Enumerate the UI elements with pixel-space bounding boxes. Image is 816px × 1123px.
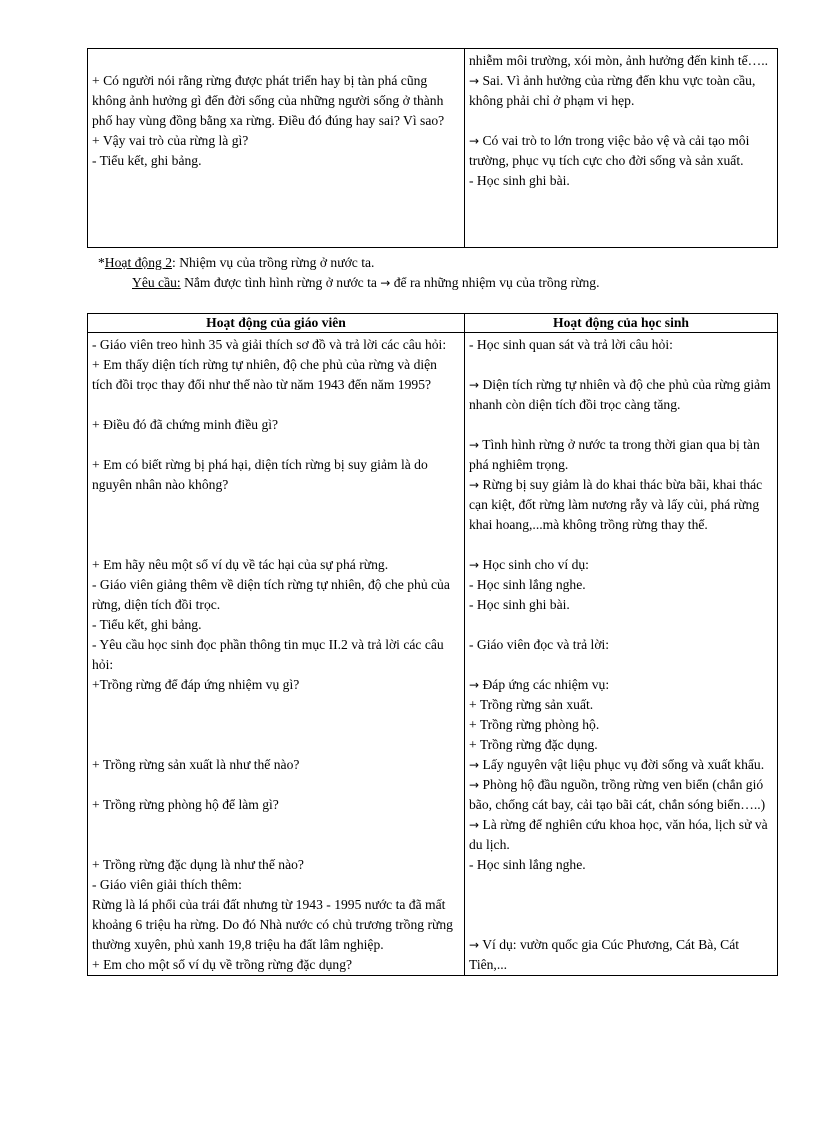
arrow-icon: →: [469, 678, 480, 692]
student-text: + Trồng rừng sản xuất.: [469, 697, 594, 712]
arrow-icon: →: [469, 938, 480, 952]
teacher-text: + Em có biết rừng bị phá hại, diện tích rừng bị suy giảm là do nguyên nhân nào không?: [92, 457, 428, 492]
activity-line: *Hoạt động 2: Nhiệm vụ của trồng rừng ở nước ta.: [98, 255, 375, 270]
student-line: → Là rừng để nghiên cứu khoa học, văn hóa, lịch sử và du lịch.: [469, 817, 768, 852]
teacher-cell: [88, 333, 465, 976]
activity-table: [87, 313, 778, 976]
teacher-text: - Tiểu kết, ghi bảng.: [92, 617, 202, 632]
teacher-text: +Trồng rừng để đáp ứng nhiệm vụ gì?: [92, 677, 300, 692]
student-text: + Trồng rừng đặc dụng.: [469, 737, 598, 752]
student-line: → Học sinh cho ví dụ:: [469, 557, 589, 572]
arrow-icon: →: [469, 758, 480, 772]
student-cell: [465, 333, 778, 976]
answer-line: → Có vai trò to lớn trong việc bảo vệ và cải tạo môi trường, phục vụ tích cực cho đời sống và sản xuất.: [469, 133, 750, 168]
header-teacher: Hoạt động của giáo viên: [88, 314, 465, 333]
student-text: - Học sinh lắng nghe.: [469, 857, 586, 872]
teacher-text: + Trồng rừng sản xuất là như thế nào?: [92, 757, 300, 772]
answer-line: → Sai. Vì ảnh hưởng của rừng đến khu vực toàn cầu, không phải chỉ ở phạm vi hẹp.: [469, 73, 756, 108]
arrow-icon: →: [469, 134, 480, 148]
teacher-cell: [88, 49, 465, 248]
arrow-icon: →: [469, 818, 480, 832]
teacher-text: + Em hãy nêu một số ví dụ về tác hại của sự phá rừng.: [92, 557, 389, 572]
student-line: → Diện tích rừng tự nhiên và độ che phủ của rừng giảm nhanh còn diện tích đồi trọc càng tăng.: [469, 377, 771, 412]
teacher-text: + Trồng rừng phòng hộ để làm gì?: [92, 797, 279, 812]
section-heading: [98, 253, 798, 293]
header-student: Hoạt động của học sinh: [465, 314, 778, 333]
requirement-line: Yêu cầu: Nắm được tình hình rừng ở nước ta → để ra những nhiệm vụ của trồng rừng.: [132, 275, 600, 290]
teacher-text: - Giáo viên giảng thêm về diện tích rừng tự nhiên, độ che phủ của rừng, diện tích đồi trọc.: [92, 577, 450, 612]
student-text: + Trồng rừng phòng hộ.: [469, 717, 600, 732]
question-text: + Có người nói rằng rừng được phát triển hay bị tàn phá cũng không ảnh hưởng gì đến đời sống của những người sống ở thành phố hay vùng đồng bằng xa rừng. Điều đó đúng hay sai? Vì sao?: [92, 73, 445, 128]
student-line: → Rừng bị suy giảm là do khai thác bừa bãi, khai thác cạn kiệt, đốt rừng làm nương rẫy và lấy củi, phá rừng khai hoang,...mà không trồng rừng thay thế.: [469, 477, 763, 532]
student-cell: [465, 49, 778, 248]
teacher-text: + Em thấy diện tích rừng tự nhiên, độ che phủ của rừng và diện tích đồi trọc thay đổi như thế nào từ năm 1943 đến năm 1995?: [92, 357, 437, 392]
teacher-text: - Giáo viên treo hình 35 và giải thích sơ đồ và trả lời các câu hỏi:: [92, 337, 447, 352]
teacher-text: + Trồng rừng đặc dụng là như thế nào?: [92, 857, 304, 872]
arrow-icon: →: [380, 276, 391, 290]
student-line: → Ví dụ: vườn quốc gia Cúc Phương, Cát Bà, Cát Tiên,...: [469, 937, 740, 972]
teacher-text: - Giáo viên giải thích thêm:: [92, 877, 242, 892]
teacher-text: + Em cho một số ví dụ về trồng rừng đặc dụng?: [92, 957, 353, 972]
student-line: → Lấy nguyên vật liệu phục vụ đời sống và xuất khẩu.: [469, 757, 765, 772]
arrow-icon: →: [469, 778, 480, 792]
student-line: → Đáp ứng các nhiệm vụ:: [469, 677, 610, 692]
question-text: + Vậy vai trò của rừng là gì?: [92, 133, 249, 148]
activity-label: Hoạt động 2: [104, 255, 173, 270]
requirement-label: Yêu cầu:: [132, 275, 181, 290]
arrow-icon: →: [469, 478, 480, 492]
table-header-row: [88, 314, 778, 333]
student-text: - Giáo viên đọc và trả lời:: [469, 637, 610, 652]
arrow-icon: →: [469, 74, 480, 88]
student-text: - Học sinh quan sát và trả lời câu hỏi:: [469, 337, 673, 352]
summary-text: - Tiểu kết, ghi bảng.: [92, 153, 202, 168]
student-line: → Tình hình rừng ở nước ta trong thời gian qua bị tàn phá nghiêm trọng.: [469, 437, 760, 472]
student-text: - Học sinh ghi bài.: [469, 597, 570, 612]
answer-text: nhiễm môi trường, xói mòn, ảnh hưởng đến kinh tế…..: [469, 53, 769, 68]
student-text: - Học sinh lắng nghe.: [469, 577, 586, 592]
arrow-icon: →: [469, 438, 480, 452]
continued-table: [87, 48, 778, 248]
answer-text: - Học sinh ghi bài.: [469, 173, 570, 188]
arrow-icon: →: [469, 558, 480, 572]
teacher-text: - Yêu cầu học sinh đọc phần thông tin mục II.2 và trả lời các câu hỏi:: [92, 637, 444, 672]
table-row: [88, 333, 778, 976]
teacher-text: + Điều đó đã chứng minh điều gì?: [92, 417, 279, 432]
table-row: [88, 49, 778, 248]
student-line: → Phòng hộ đầu nguồn, trồng rừng ven biển (chắn gió bão, chống cát bay, cải tạo bãi cát, chắn sóng biển…..): [469, 777, 766, 812]
arrow-icon: →: [469, 378, 480, 392]
teacher-text: Rừng là lá phổi của trái đất nhưng từ 1943 - 1995 nước ta đã mất khoảng 6 triệu ha rừng. Do đó Nhà nước có chủ trương trồng rừng thường xuyên, phủ xanh 19,8 triệu ha đất lâm nghiệp.: [92, 897, 453, 952]
